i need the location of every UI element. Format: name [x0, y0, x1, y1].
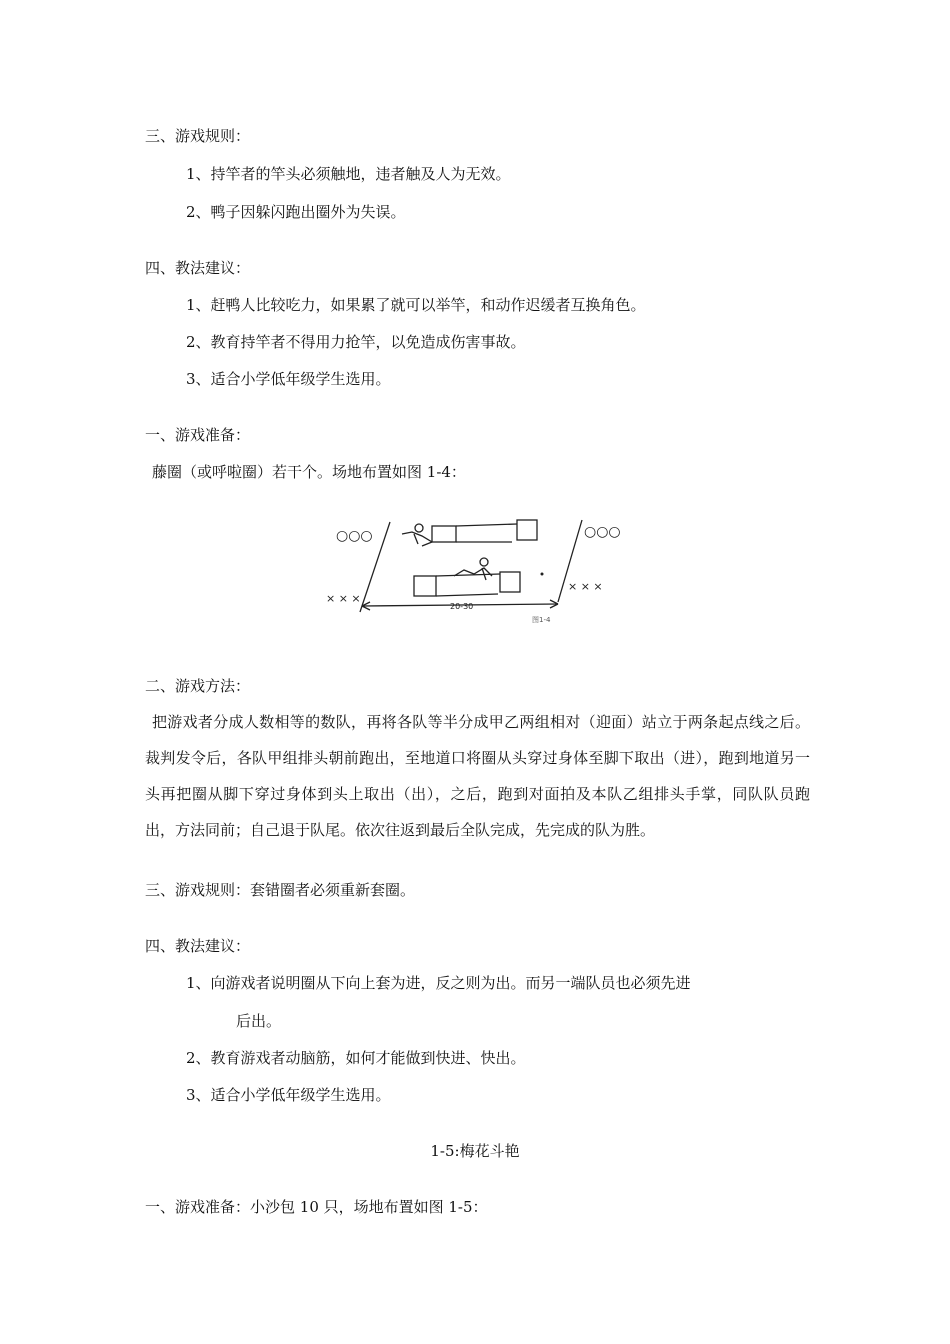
- section-heading-teaching-tips: 四、教法建议：: [145, 259, 251, 277]
- crosses-left: × × ×: [326, 592, 361, 605]
- tunnel-top: [456, 524, 517, 542]
- tunnel-ring-box: [432, 526, 456, 542]
- figure-caption: 图1-4: [532, 616, 551, 624]
- tunnel-bottom: [436, 574, 500, 596]
- runner-head: [415, 524, 423, 532]
- section-heading-teaching-tips-2: 四、教法建议：: [145, 937, 251, 955]
- method-paragraph: 把游戏者分成人数相等的数队，再将各队等半分成甲乙两组相对（迎面）站立于两条起点线之后。裁判发令后，各队甲组排头朝前跑出，至地道口将圈从头穿过身体至脚下取出（进），跑到地道另一头再把圈从脚下穿过身体到头上取出（出），之后，跑到对面拍及本队乙组排头手掌，同队队员跑出，方法同前；自己退于队尾。依次往返到最后全队完成，先完成的队为胜。: [145, 713, 810, 839]
- runner-head: [480, 558, 488, 566]
- field-layout-figure: [322, 512, 632, 628]
- tip-item: 2、教育持竿者不得用力抢竿，以免造成伤害事故。: [186, 333, 526, 351]
- rule-item: 2、鸭子因躲闪跑出圈外为失误。: [186, 203, 406, 221]
- preparation-text: 藤圈（或呼啦圈）若干个。场地布置如图 1-4：: [152, 463, 466, 481]
- tunnel-ring-box: [414, 576, 436, 596]
- tip-item: 2、教育游戏者动脑筋，如何才能做到快进、快出。: [186, 1049, 526, 1067]
- circles-right: ○○○: [584, 524, 621, 540]
- section-heading-preparation: 一、游戏准备：: [145, 426, 251, 444]
- crosses-right: × × ×: [568, 580, 603, 593]
- tip-item: 3、适合小学低年级学生选用。: [186, 370, 391, 388]
- tip-item-continuation: 后出。: [236, 1012, 282, 1030]
- section-heading-rules: 三、游戏规则：: [145, 127, 251, 145]
- tunnel-ring-box: [517, 520, 537, 540]
- field-dot: [541, 573, 544, 576]
- rule-item: 1、持竿者的竿头必须触地，违者触及人为无效。: [186, 165, 511, 183]
- tip-item: 3、适合小学低年级学生选用。: [186, 1086, 391, 1104]
- section-heading-method: 二、游戏方法：: [145, 677, 251, 695]
- tip-item: 1、向游戏者说明圈从下向上套为进，反之则为出。而另一端队员也必须先进: [186, 974, 691, 992]
- game-title: 1-5:梅花斗艳: [430, 1142, 520, 1160]
- circles-left: ○○○: [336, 528, 373, 544]
- tunnel-ring-box: [500, 572, 520, 592]
- section-heading-rules-2: 三、游戏规则：套错圈者必须重新套圈。: [145, 881, 416, 899]
- distance-label: 20-30: [450, 602, 474, 611]
- field-diagram: [322, 512, 632, 628]
- tip-item: 1、赶鸭人比较吃力，如果累了就可以举竿，和动作迟缓者互换角色。: [186, 296, 646, 314]
- runner-figure: [402, 532, 432, 546]
- section-heading-preparation-2: 一、游戏准备：小沙包 10 只，场地布置如图 1-5：: [145, 1198, 488, 1216]
